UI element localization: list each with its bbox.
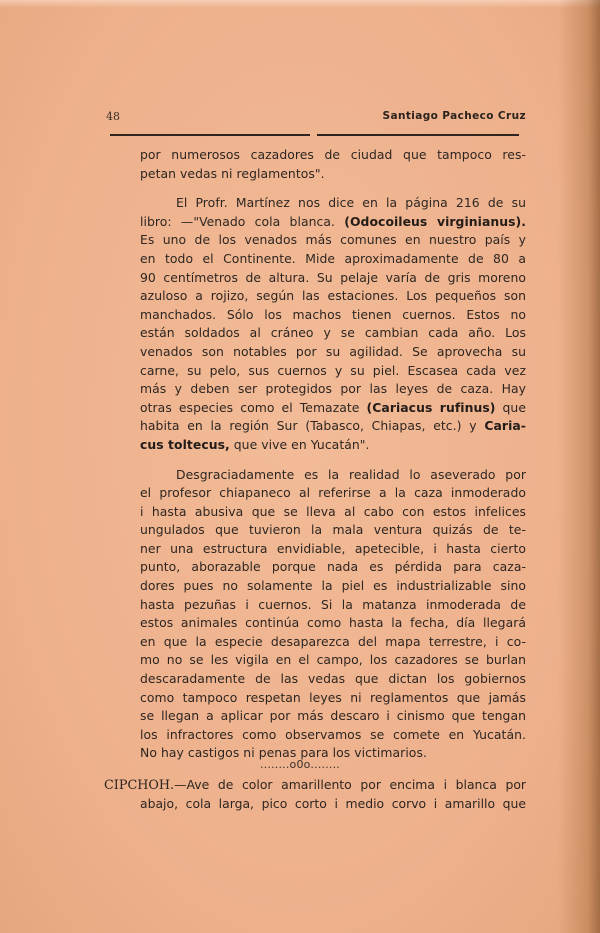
paragraph bbox=[140, 146, 526, 183]
text-line bbox=[140, 726, 526, 745]
text-run: en que la especie desaparezca del mapa terrestre, i co- bbox=[140, 633, 526, 649]
text-run: libro: —"Venado cola blanca. bbox=[140, 213, 345, 229]
text-line bbox=[140, 250, 526, 269]
text-run: punto, aborazable porque nada es pérdida para caza- bbox=[140, 559, 526, 575]
text-run: ner una estructura envidiable, apetecible, i hasta cierto bbox=[140, 540, 526, 556]
text-run: manchados. Sólo los machos tienen cuernos. Estos no bbox=[140, 306, 526, 322]
header-rule-left bbox=[110, 134, 310, 136]
body-text bbox=[140, 146, 526, 763]
text-line bbox=[140, 287, 526, 306]
text-line bbox=[140, 146, 526, 165]
text-run: Es uno de los venados más comunes en nuestro país y bbox=[140, 232, 526, 248]
text-line bbox=[140, 577, 526, 596]
text-run: mo no se les vigila en el campo, los cazadores se burlan bbox=[140, 652, 526, 668]
species-name: (Odocoileus virginianus). bbox=[344, 213, 526, 229]
text-line bbox=[140, 324, 526, 343]
text-run: descaradamente de las vedas que dictan los gobiernos bbox=[140, 671, 526, 687]
text-line bbox=[140, 633, 526, 652]
text-run: azuloso a rojizo, según las estaciones. Los pequeños son bbox=[140, 288, 526, 304]
text-run: el profesor chiapaneco al referirse a la caza inmoderado bbox=[140, 485, 526, 501]
paragraph-gap bbox=[140, 183, 526, 194]
text-run: estos animales continúa como hasta la fecha, día llegará bbox=[140, 615, 526, 631]
text-line bbox=[140, 540, 526, 559]
text-line bbox=[140, 521, 526, 540]
text-run: carne, su pelo, sus cuernos y su piel. Escasea cada vez bbox=[140, 362, 526, 378]
text-line bbox=[140, 651, 526, 670]
text-run: No hay castigos ni penas para los victimarios. bbox=[140, 745, 427, 761]
paragraph-gap bbox=[140, 455, 526, 466]
text-run: por numerosos cazadores de ciudad que tampoco res- bbox=[140, 147, 526, 162]
text-line bbox=[140, 689, 526, 708]
paragraph bbox=[140, 466, 526, 764]
text-line bbox=[140, 417, 526, 436]
text-line bbox=[140, 503, 526, 522]
text-run: El Profr. Martínez nos dice en la página 216 de su bbox=[176, 195, 526, 211]
text-run: más y deben ser protegidos por las leyes de caza. Hay bbox=[140, 381, 526, 397]
text-line bbox=[140, 436, 526, 455]
text-line bbox=[140, 670, 526, 689]
text-run: como tampoco respetan leyes ni reglamentos que jamás bbox=[140, 689, 526, 705]
text-run: otras especies como el Temazate bbox=[140, 399, 367, 415]
text-line bbox=[140, 380, 526, 399]
text-line bbox=[140, 399, 526, 418]
text-run: i hasta abusiva que se lleva al cabo con estos infelices bbox=[140, 503, 526, 519]
header-rule-right bbox=[317, 134, 519, 136]
text-line bbox=[140, 269, 526, 288]
text-line bbox=[140, 194, 526, 213]
page-number: 48 bbox=[106, 110, 120, 123]
paragraph bbox=[140, 194, 526, 454]
species-name: Caria- bbox=[484, 418, 526, 434]
text-run: que vive en Yucatán". bbox=[229, 436, 370, 452]
text-run: Desgraciadamente es la realidad lo aseverado por bbox=[176, 466, 526, 482]
text-run: los infractores como observamos se comete en Yucatán. bbox=[140, 726, 526, 742]
text-line bbox=[140, 362, 526, 381]
page-header bbox=[106, 110, 526, 126]
text-line bbox=[140, 231, 526, 250]
text-line bbox=[140, 466, 526, 485]
text-line bbox=[140, 614, 526, 633]
text-run: están soldados al cráneo y se cambian cada año. Los bbox=[140, 325, 526, 341]
text-run: que bbox=[495, 399, 526, 415]
entry-term: CIPCHOH. bbox=[104, 778, 175, 793]
text-line bbox=[140, 484, 526, 503]
text-line bbox=[140, 213, 526, 232]
entry-continuation-line: abajo, cola larga, pico corto i medio corvo i amarillo que bbox=[140, 795, 526, 811]
text-run: ungulados que tuvieron la mala ventura quizás de te- bbox=[140, 522, 526, 538]
text-run: venados son notables por su agilidad. Se aprovecha su bbox=[140, 343, 526, 359]
entry-first-line bbox=[104, 776, 526, 795]
text-run: hasta pezuñas i cuernos. Si la matanza inmoderada de bbox=[140, 596, 526, 612]
text-line bbox=[140, 707, 526, 726]
text-line bbox=[140, 343, 526, 362]
text-line bbox=[140, 165, 526, 184]
text-line bbox=[140, 596, 526, 615]
entry-line-text: —Ave de color amarillento por encima i blanca por bbox=[174, 777, 526, 792]
section-separator: ........o0o........ bbox=[259, 758, 340, 771]
text-run: dores pues no solamente la piel es industrializable sino bbox=[140, 578, 526, 594]
text-line bbox=[140, 558, 526, 577]
glossary-entry bbox=[104, 776, 526, 813]
species-name: cus toltecus, bbox=[140, 436, 230, 452]
text-run: 90 centímetros de altura. Su pelaje varía de gris moreno bbox=[140, 269, 526, 285]
text-run: en todo el Continente. Mide aproximadamente de 80 a bbox=[140, 250, 526, 266]
text-line bbox=[140, 306, 526, 325]
text-run: se llegan a aplicar por más descaro i cinismo que tengan bbox=[140, 708, 526, 724]
text-run: habita en la región Sur (Tabasco, Chiapas, etc.) y bbox=[140, 418, 485, 434]
running-head: Santiago Pacheco Cruz bbox=[382, 110, 526, 122]
text-run: petan vedas ni reglamentos". bbox=[140, 165, 325, 181]
species-name: (Cariacus rufinus) bbox=[366, 399, 496, 415]
